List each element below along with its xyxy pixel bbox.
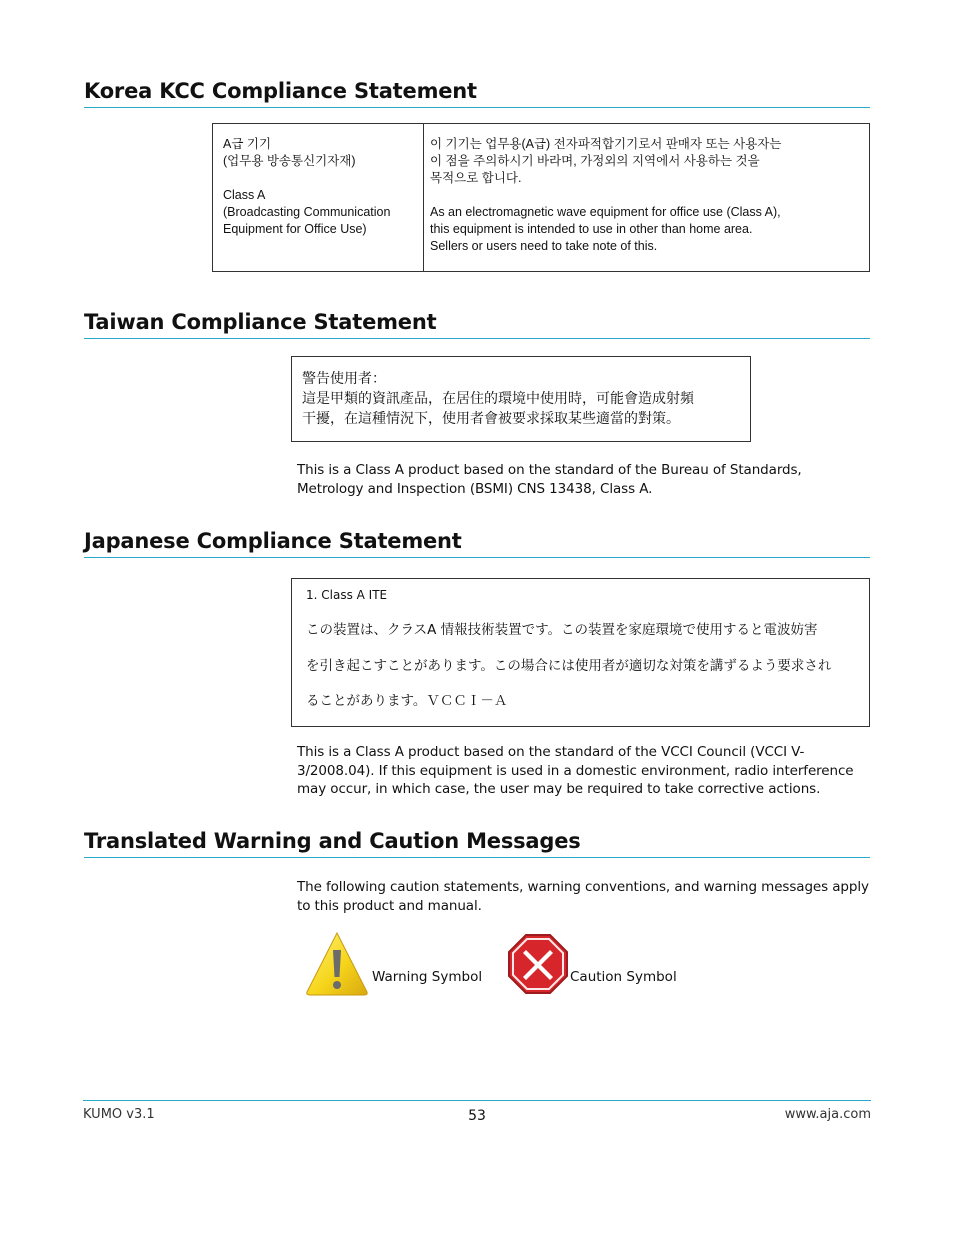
footer-rule	[83, 1100, 871, 1101]
japan-box-line: を引き起こすことがあります。この場合には使用者が適切な対策を講ずるよう要求され	[306, 657, 832, 674]
symbol-legend	[304, 930, 704, 1000]
korea-statement-english: As an electromagnetic wave equipment for office use (Class A), this equipment is intended to use in other than home area. Sellers or users need to take note of this.	[430, 205, 781, 253]
japan-vcci-box	[291, 578, 870, 727]
taiwan-warning-box: 警告使用者： 這是甲類的資訊產品，在居住的環境中使用時，可能會造成射頻 干擾，在這種情況下，使用者會被要求採取某些適當的對策。	[291, 356, 751, 442]
korea-table-left-cell	[213, 124, 424, 271]
caution-symbol-label: Caution Symbol	[570, 969, 677, 985]
translated-paragraph: The following caution statements, warning conventions, and warning messages apply to this product and manual.	[297, 879, 869, 914]
taiwan-section-title: Taiwan Compliance Statement	[84, 310, 870, 339]
korea-compliance-table	[212, 123, 870, 272]
page-number: 53	[468, 1108, 486, 1124]
footer-product-version: KUMO v3.1	[83, 1107, 155, 1122]
korea-table-right-cell	[424, 124, 869, 271]
korea-statement-korean: 이 기기는 업무용(A급) 전자파적합기기로서 판매자 또는 사용자는 이 점을 주의하시기 바라며, 가정외의 지역에서 사용하는 것을 목적으로 합니다.	[430, 137, 782, 185]
japan-box-line: この装置は、クラスA 情報技術装置です。この装置を家庭環境で使用すると電波妨害	[306, 622, 818, 638]
korea-class-label-english: Class A (Broadcasting Communication Equipment for Office Use)	[223, 188, 391, 236]
translated-section-title: Translated Warning and Caution Messages	[84, 829, 870, 858]
footer-website-link[interactable]: www.aja.com	[784, 1107, 871, 1122]
caution-stop-x-icon	[507, 933, 569, 995]
japan-box-line: 1. Class A ITE	[306, 588, 388, 602]
japan-paragraph: This is a Class A product based on the standard of the VCCI Council (VCCI V-3/2008.04). If this equipment is used in a domestic environment, radio interference may occur, in which case, the user may be required to take corrective actions.	[297, 744, 854, 797]
japan-box-line: ることがあります。ＶＣＣＩ－Ａ	[306, 693, 508, 709]
korea-section-title: Korea KCC Compliance Statement	[84, 79, 870, 108]
korea-class-label-korean: A급 기기 (업무용 방송통신기자재)	[223, 137, 356, 168]
warning-triangle-icon	[304, 930, 370, 996]
taiwan-paragraph: This is a Class A product based on the standard of the Bureau of Standards, Metrology and Inspection (BSMI) CNS 13438, Class A.	[297, 462, 802, 497]
japan-section-title: Japanese Compliance Statement	[84, 529, 870, 558]
warning-symbol-label: Warning Symbol	[372, 969, 483, 985]
